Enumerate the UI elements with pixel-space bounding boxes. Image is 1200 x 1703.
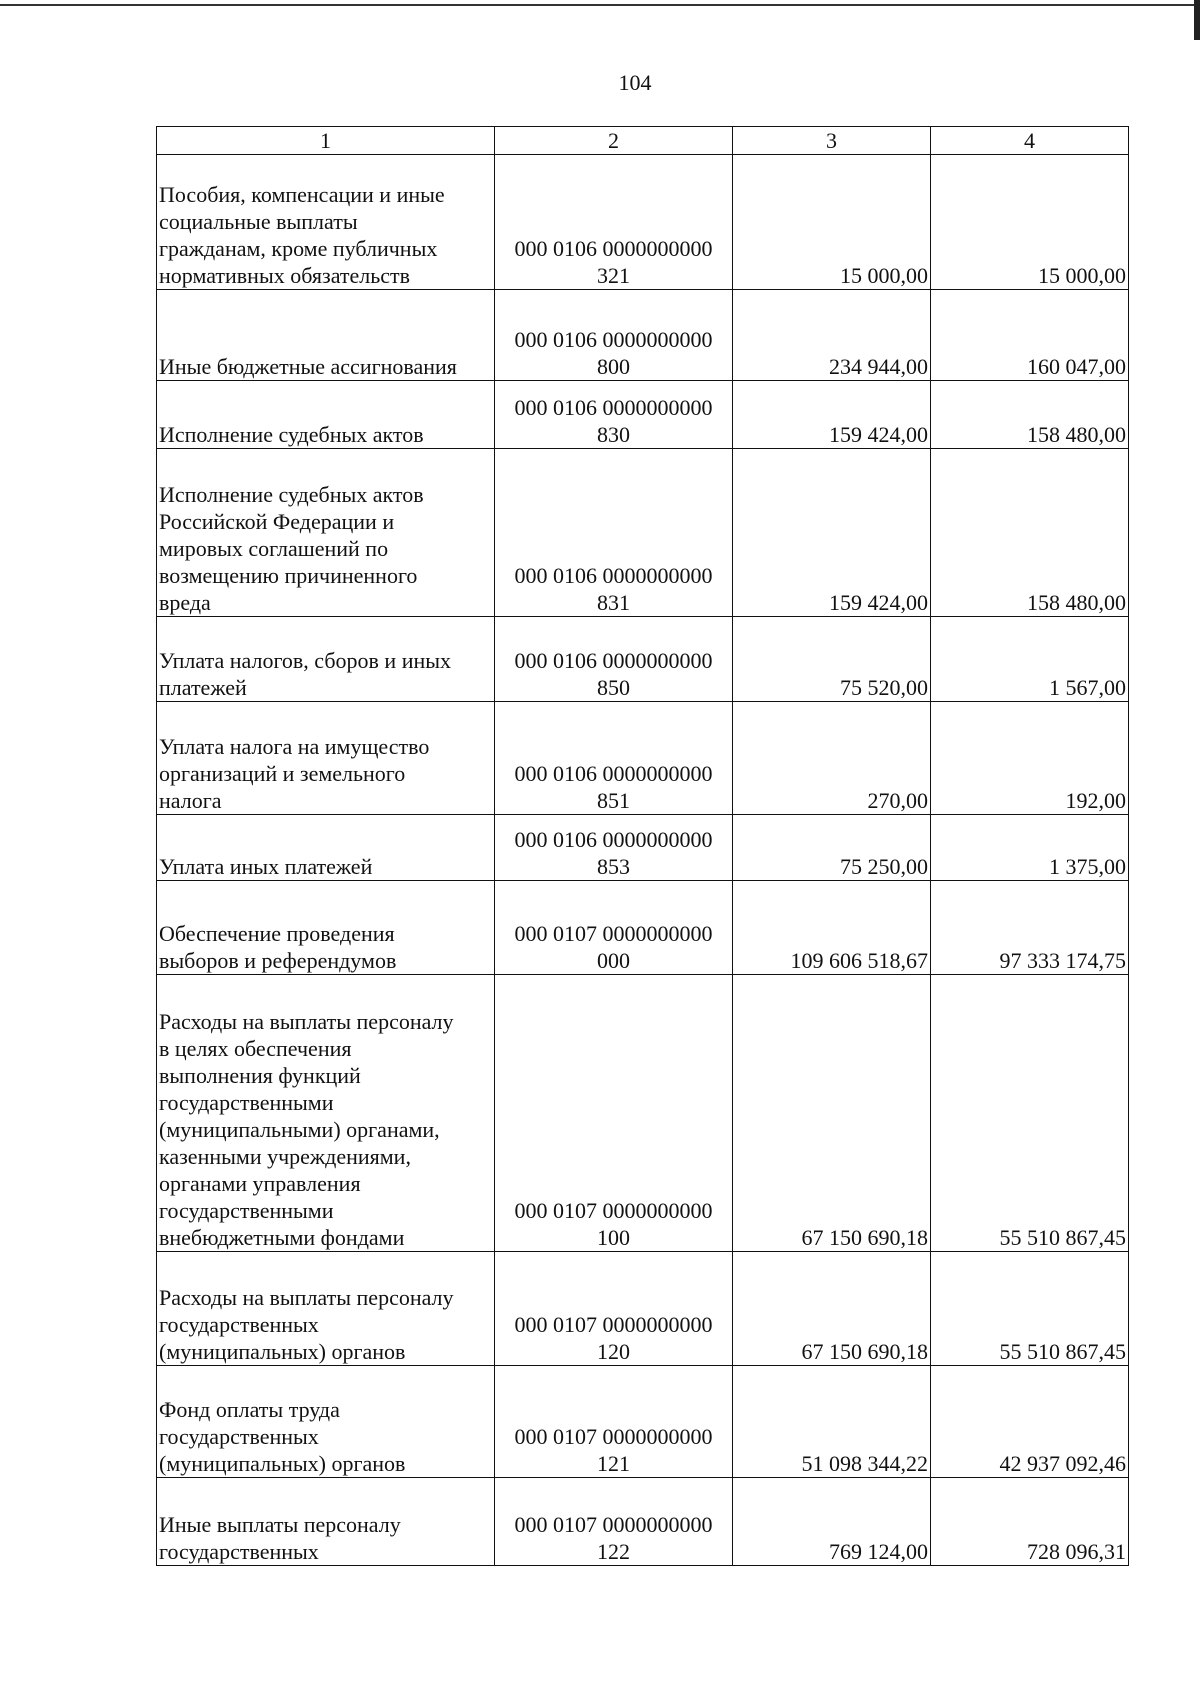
row-code: 000 0107 0000000000 122 bbox=[495, 1478, 733, 1566]
row-value-3: 15 000,00 bbox=[733, 155, 931, 290]
row-value-4: 15 000,00 bbox=[931, 155, 1129, 290]
row-value-4: 158 480,00 bbox=[931, 381, 1129, 449]
row-code: 000 0106 0000000000 853 bbox=[495, 815, 733, 881]
scan-edge-mark bbox=[1194, 0, 1200, 40]
row-value-3: 75 250,00 bbox=[733, 815, 931, 881]
row-name: Пособия, компенсации и иные социальные выплаты гражданам, кроме публичных нормативных обязательств bbox=[157, 155, 495, 290]
row-value-4: 42 937 092,46 bbox=[931, 1366, 1129, 1478]
table-row bbox=[157, 1366, 1129, 1478]
row-value-3: 109 606 518,67 bbox=[733, 881, 931, 975]
row-code: 000 0106 0000000000 321 bbox=[495, 155, 733, 290]
header-col-2: 2 bbox=[495, 127, 733, 155]
row-name: Расходы на выплаты персоналу в целях обеспечения выполнения функций государственными (муниципальными) органами, казенными учреждениями, органами управления государственными внебюджетными фондами bbox=[157, 975, 495, 1252]
table-row bbox=[157, 1252, 1129, 1366]
row-value-4: 1 375,00 bbox=[931, 815, 1129, 881]
row-value-3: 234 944,00 bbox=[733, 290, 931, 381]
row-code: 000 0106 0000000000 831 bbox=[495, 449, 733, 617]
table-row bbox=[157, 975, 1129, 1252]
page-number: 104 bbox=[618, 70, 652, 95]
row-value-3: 159 424,00 bbox=[733, 381, 931, 449]
header-col-4: 4 bbox=[931, 127, 1129, 155]
table-row bbox=[157, 702, 1129, 815]
row-name: Фонд оплаты труда государственных (муниципальных) органов bbox=[157, 1366, 495, 1478]
row-value-3: 159 424,00 bbox=[733, 449, 931, 617]
row-value-4: 55 510 867,45 bbox=[931, 975, 1129, 1252]
row-name: Уплата иных платежей bbox=[157, 815, 495, 881]
row-value-3: 67 150 690,18 bbox=[733, 1252, 931, 1366]
row-name: Иные бюджетные ассигнования bbox=[157, 290, 495, 381]
header-col-3: 3 bbox=[733, 127, 931, 155]
table-row bbox=[157, 155, 1129, 290]
row-name: Обеспечение проведения выборов и референдумов bbox=[157, 881, 495, 975]
row-name: Расходы на выплаты персоналу государственных (муниципальных) органов bbox=[157, 1252, 495, 1366]
row-name: Исполнение судебных актов bbox=[157, 381, 495, 449]
budget-table bbox=[156, 126, 1129, 1566]
table-row bbox=[157, 449, 1129, 617]
row-value-4: 1 567,00 bbox=[931, 617, 1129, 702]
row-value-4: 158 480,00 bbox=[931, 449, 1129, 617]
row-code: 000 0106 0000000000 800 bbox=[495, 290, 733, 381]
row-value-3: 75 520,00 bbox=[733, 617, 931, 702]
table-row bbox=[157, 617, 1129, 702]
table-row bbox=[157, 815, 1129, 881]
row-value-3: 67 150 690,18 bbox=[733, 975, 931, 1252]
row-value-4: 55 510 867,45 bbox=[931, 1252, 1129, 1366]
table-row bbox=[157, 290, 1129, 381]
row-name: Иные выплаты персоналу государственных bbox=[157, 1478, 495, 1566]
row-name: Уплата налога на имущество организаций и земельного налога bbox=[157, 702, 495, 815]
row-code: 000 0106 0000000000 850 bbox=[495, 617, 733, 702]
row-value-4: 728 096,31 bbox=[931, 1478, 1129, 1566]
row-value-4: 192,00 bbox=[931, 702, 1129, 815]
row-value-4: 97 333 174,75 bbox=[931, 881, 1129, 975]
row-code: 000 0107 0000000000 100 bbox=[495, 975, 733, 1252]
header-col-1: 1 bbox=[157, 127, 495, 155]
table-row bbox=[157, 381, 1129, 449]
table-row bbox=[157, 881, 1129, 975]
row-name: Уплата налогов, сборов и иных платежей bbox=[157, 617, 495, 702]
row-code: 000 0107 0000000000 120 bbox=[495, 1252, 733, 1366]
row-value-3: 51 098 344,22 bbox=[733, 1366, 931, 1478]
row-code: 000 0106 0000000000 830 bbox=[495, 381, 733, 449]
row-value-4: 160 047,00 bbox=[931, 290, 1129, 381]
row-code: 000 0107 0000000000 121 bbox=[495, 1366, 733, 1478]
scan-top-rule bbox=[0, 4, 1200, 6]
row-value-3: 769 124,00 bbox=[733, 1478, 931, 1566]
row-value-3: 270,00 bbox=[733, 702, 931, 815]
row-code: 000 0106 0000000000 851 bbox=[495, 702, 733, 815]
row-code: 000 0107 0000000000 000 bbox=[495, 881, 733, 975]
row-name: Исполнение судебных актов Российской Федерации и мировых соглашений по возмещению причиненного вреда bbox=[157, 449, 495, 617]
table-row bbox=[157, 1478, 1129, 1566]
header-row bbox=[157, 127, 1129, 155]
